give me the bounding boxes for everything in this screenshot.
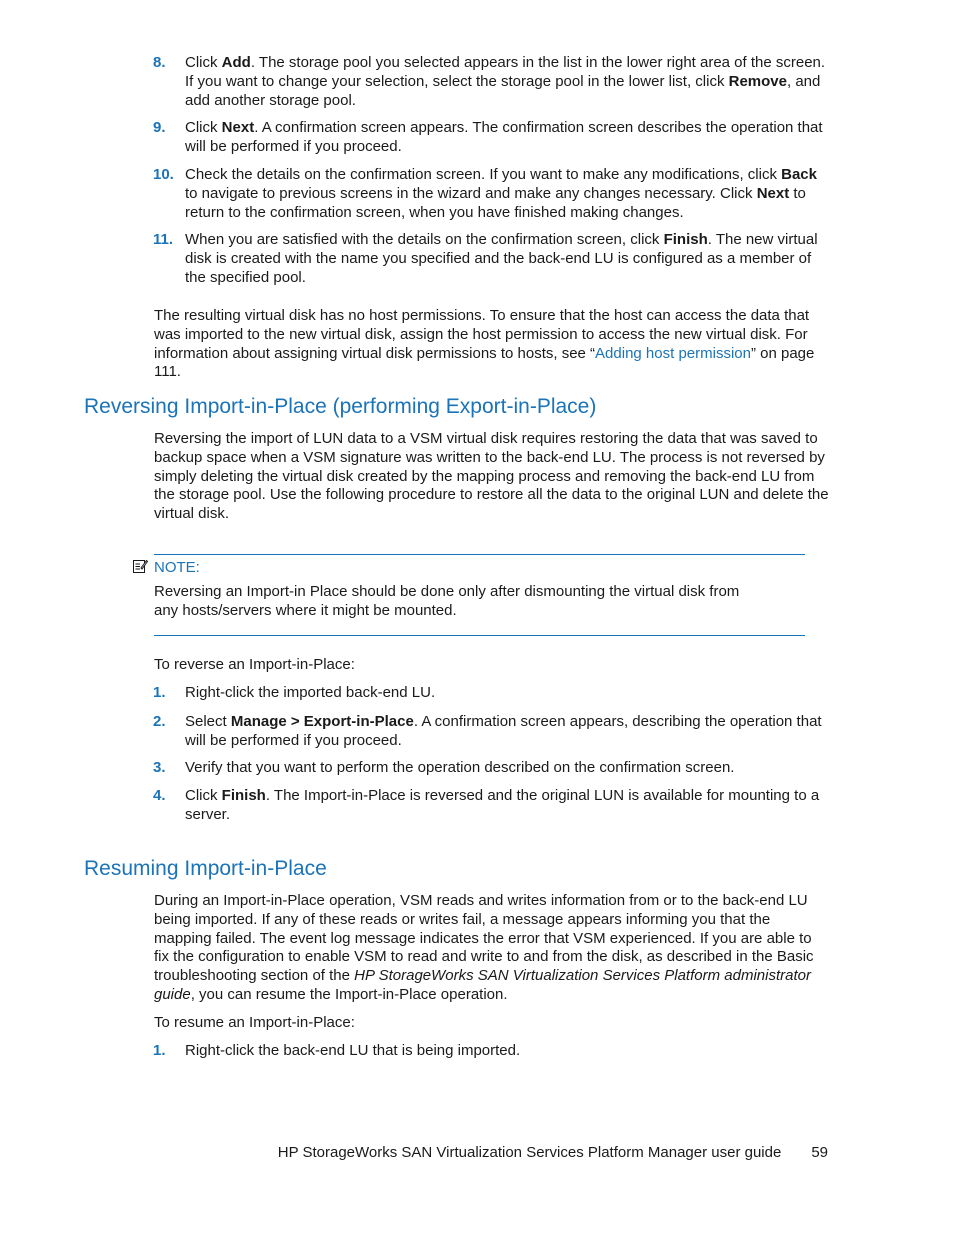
steps-list-resume <box>153 1042 829 1061</box>
step-item: 4. Click Finish. The Import-in-Place is reversed and the original LUN is available for mounting to a server. <box>153 787 820 823</box>
step-item: 8. Click Add. The storage pool you selected appears in the list in the lower right area of the screen. If you want to change your selection, select the storage pool in the lower list, click Remove, and add another storage pool. <box>153 54 826 109</box>
step-item: 3. Verify that you want to perform the operation described on the confirmation screen. <box>153 759 735 777</box>
step-number: 2. <box>153 712 166 730</box>
page-footer <box>278 1144 828 1163</box>
step-item: 11. When you are satisfied with the details on the confirmation screen, click Finish. The new virtual disk is created with the name you specified and the back-end LU is configured as a member of the specified pool. <box>153 231 818 286</box>
step-number: 10. <box>153 165 174 183</box>
step-number: 4. <box>153 787 166 805</box>
note-top-rule <box>154 554 805 555</box>
section-intro: During an Import-in-Place operation, VSM reads and writes information from or to the back-end LU being imported. If any of these reads or writes fail, a message appears informing you that the mapping failed. The event log message indicates the error that VSM experienced. If you are able to fix the configuration to enable VSM to read and write to and from the disk, as described in the Basic troubleshooting section of the HP StorageWorks SAN Virtualization Services Platform administrator guide, you can resume the Import-in-Place operation. <box>154 892 814 1003</box>
step-item: 10. Check the details on the confirmation screen. If you want to make any modifications, click Back to navigate to previous screens in the wizard and make any changes necessary. Click Next to return to the confirmation screen, when you have finished making changes. <box>153 165 817 221</box>
page-number: 59 <box>811 1144 828 1161</box>
step-item: 1. Right-click the back-end LU that is being imported. <box>153 1042 521 1059</box>
step-item: 1. Right-click the imported back-end LU. <box>153 684 436 701</box>
step-number: 9. <box>153 119 166 137</box>
step-number: 8. <box>153 54 166 71</box>
step-item: 2. Select Manage > Export-in-Place. A confirmation screen appears, describing the operation that will be performed if you proceed. <box>153 712 822 749</box>
step-number: 3. <box>153 759 166 777</box>
section-intro: Reversing the import of LUN data to a VSM virtual disk requires restoring the data that was saved to backup space when a VSM signature was written to the back-end LU. The process is not reversed by simply deleting the virtual disk created by the mapping process and removing the back-end LU from the storage pool. Use the following procedure to restore all the data to the original LUN and delete the virtual disk. <box>154 430 829 523</box>
section-heading-reversing: Reversing Import-in-Place (performing Export-in-Place) <box>84 395 597 418</box>
note-label: NOTE: <box>132 558 200 577</box>
steps-list-reverse <box>153 684 829 825</box>
procedure-lead: To resume an Import-in-Place: <box>154 1014 355 1031</box>
permissions-paragraph: The resulting virtual disk has no host permissions. To ensure that the host can access the data that was imported to the new virtual disk, assign the host permission to access the new virtual disk. For information about assigning virtual disk permissions to hosts, see “Adding host permission” on page 111. <box>154 307 815 381</box>
step-item: 9. Click Next. A confirmation screen appears. The confirmation screen describes the operation that will be performed if you proceed. <box>153 119 823 156</box>
section-heading-resuming: Resuming Import-in-Place <box>84 857 327 880</box>
note-text: Reversing an Import-in Place should be done only after dismounting the virtual disk from any hosts/servers where it might be mounted. <box>154 583 740 619</box>
note-bottom-rule <box>154 635 805 636</box>
step-number: 1. <box>153 1042 166 1059</box>
adding-host-permission-link[interactable]: Adding host permission <box>595 344 751 362</box>
step-number: 1. <box>153 684 166 701</box>
step-number: 11. <box>153 231 174 249</box>
procedure-lead: To reverse an Import-in-Place: <box>154 656 355 673</box>
footer-title: HP StorageWorks SAN Virtualization Services Platform Manager user guide <box>277 1144 782 1161</box>
steps-list-top <box>153 54 829 288</box>
note-pencil-icon <box>132 558 148 574</box>
